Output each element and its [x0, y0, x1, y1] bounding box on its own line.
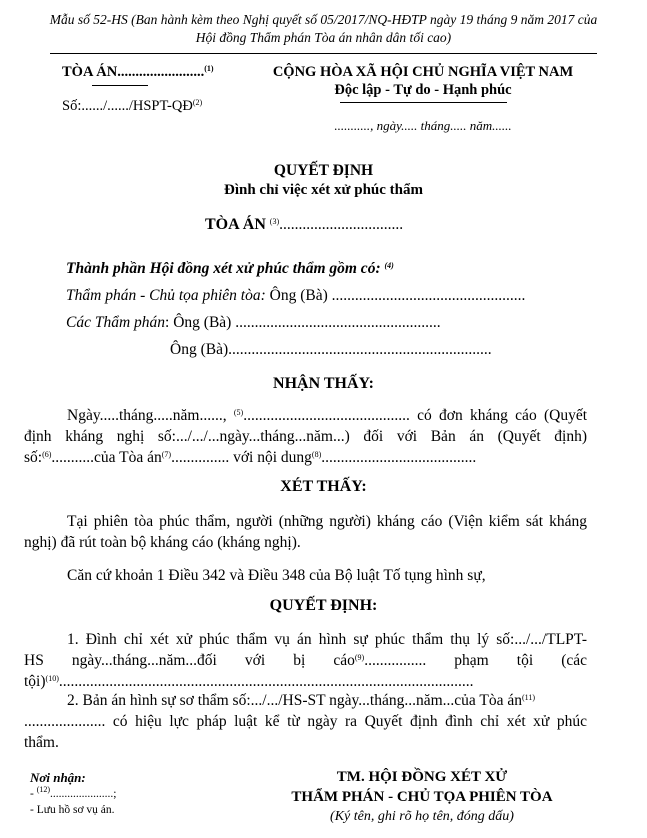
presiding-judge-line: Thẩm phán - Chủ tọa phiên tòa: Ông (Bà) ..................................................: [66, 287, 526, 304]
national-title: CỘNG HÒA XÃ HỘI CHỦ NGHĨA VIỆT NAM: [272, 64, 574, 80]
decision-item-1: 1. Đình chỉ xét xử phúc thẩm vụ án hình sự phúc thẩm thụ lý số:.../.../TLPT- HS ngày...tháng...năm...đối với bị cáo$^{(9)}$................ phạm tội (các tội)$^{(10)}$...........................................................................................................: [24, 631, 588, 690]
document-title: QUYẾT ĐỊNH: [273, 162, 374, 179]
section-heading-quyet-dinh: QUYẾT ĐỊNH:: [269, 597, 378, 614]
document-subtitle: Đình chỉ việc xét xử phúc thẩm: [223, 182, 423, 198]
form-reference-line1: Mẫu số 52-HS (Ban hành kèm theo Nghị quyết số 05/2017/NQ-HĐTP ngày 19 tháng 9 năm 2017 của: [49, 12, 598, 27]
motto-underline: [340, 102, 507, 103]
decision-item-2: 2. Bản án hình sự sơ thẩm số:.../.../HS-ST ngày...tháng...năm...của Tòa $án^{(11)}$ ..................... có hiệu lực pháp luật kể từ ngày ra Quyết định đình chỉ xét xử phúc thẩm.: [24, 692, 587, 751]
court-heading: TÒA ÁN $^{(3)}$................................: [205, 216, 404, 233]
court-underline: [92, 85, 148, 86]
signature-line2: THẨM PHÁN - CHỦ TỌA PHIÊN TÒA: [291, 789, 553, 805]
recipient-archive: - Lưu hồ sơ vụ án.: [30, 804, 115, 816]
nhan-thay-paragraph: Ngày.....tháng.....năm......, $^{(5)}$........................................... có đơn kháng cáo (Quyết định kháng nghị số:.../.../...ngày...tháng...năm...) đối với Bản án (Quyết định) số:$^{(6)}$...........của Tòa $án^{(7)}$............... với nội dung$^{(8)}$........................................: [24, 407, 588, 466]
judges-line: Các Thẩm phán: Ông (Bà) .....................................................: [66, 314, 441, 331]
court-name: TÒA ÁN........................$^{(1)}$: [62, 64, 214, 80]
section-heading-nhan-thay: NHẬN THẤY:: [273, 375, 374, 392]
section-heading-xet-thay: XÉT THẤY:: [280, 478, 367, 495]
xet-thay-paragraph-1: Tại phiên tòa phúc thẩm, người (những người) kháng cáo (Viện kiểm sát kháng nghị) đã rút toàn bộ kháng cáo (kháng nghị).: [24, 513, 587, 551]
decision-number: Số:....../....../HSPT-QĐ$^{(2)}$: [62, 98, 203, 114]
recipients-heading: Nơi nhận:: [30, 770, 86, 785]
form-reference-line2: Hội đồng Thẩm phán Tòa án nhân dân tối cao): [195, 30, 452, 45]
judges-line-2: Ông (Bà)....................................................................: [170, 341, 492, 358]
xet-thay-paragraph-2: Căn cứ khoản 1 Điều 342 và Điều 348 của Bộ luật Tố tụng hình sự,: [67, 567, 486, 584]
signature-instruction: (Ký tên, ghi rõ họ tên, đóng dấu): [330, 809, 514, 824]
panel-heading: Thành phần Hội đồng xét xử phúc thẩm gồm có: $^{(4)}$: [66, 260, 394, 277]
recipient-item: - $^{(12)}$......................;: [30, 785, 117, 800]
place-date: ..........., ngày..... tháng..... năm......: [334, 118, 512, 133]
signature-line1: TM. HỘI ĐỒNG XÉT XỬ: [336, 769, 508, 785]
national-motto: Độc lập - Tự do - Hạnh phúc: [334, 82, 512, 98]
header-divider: [50, 53, 597, 54]
